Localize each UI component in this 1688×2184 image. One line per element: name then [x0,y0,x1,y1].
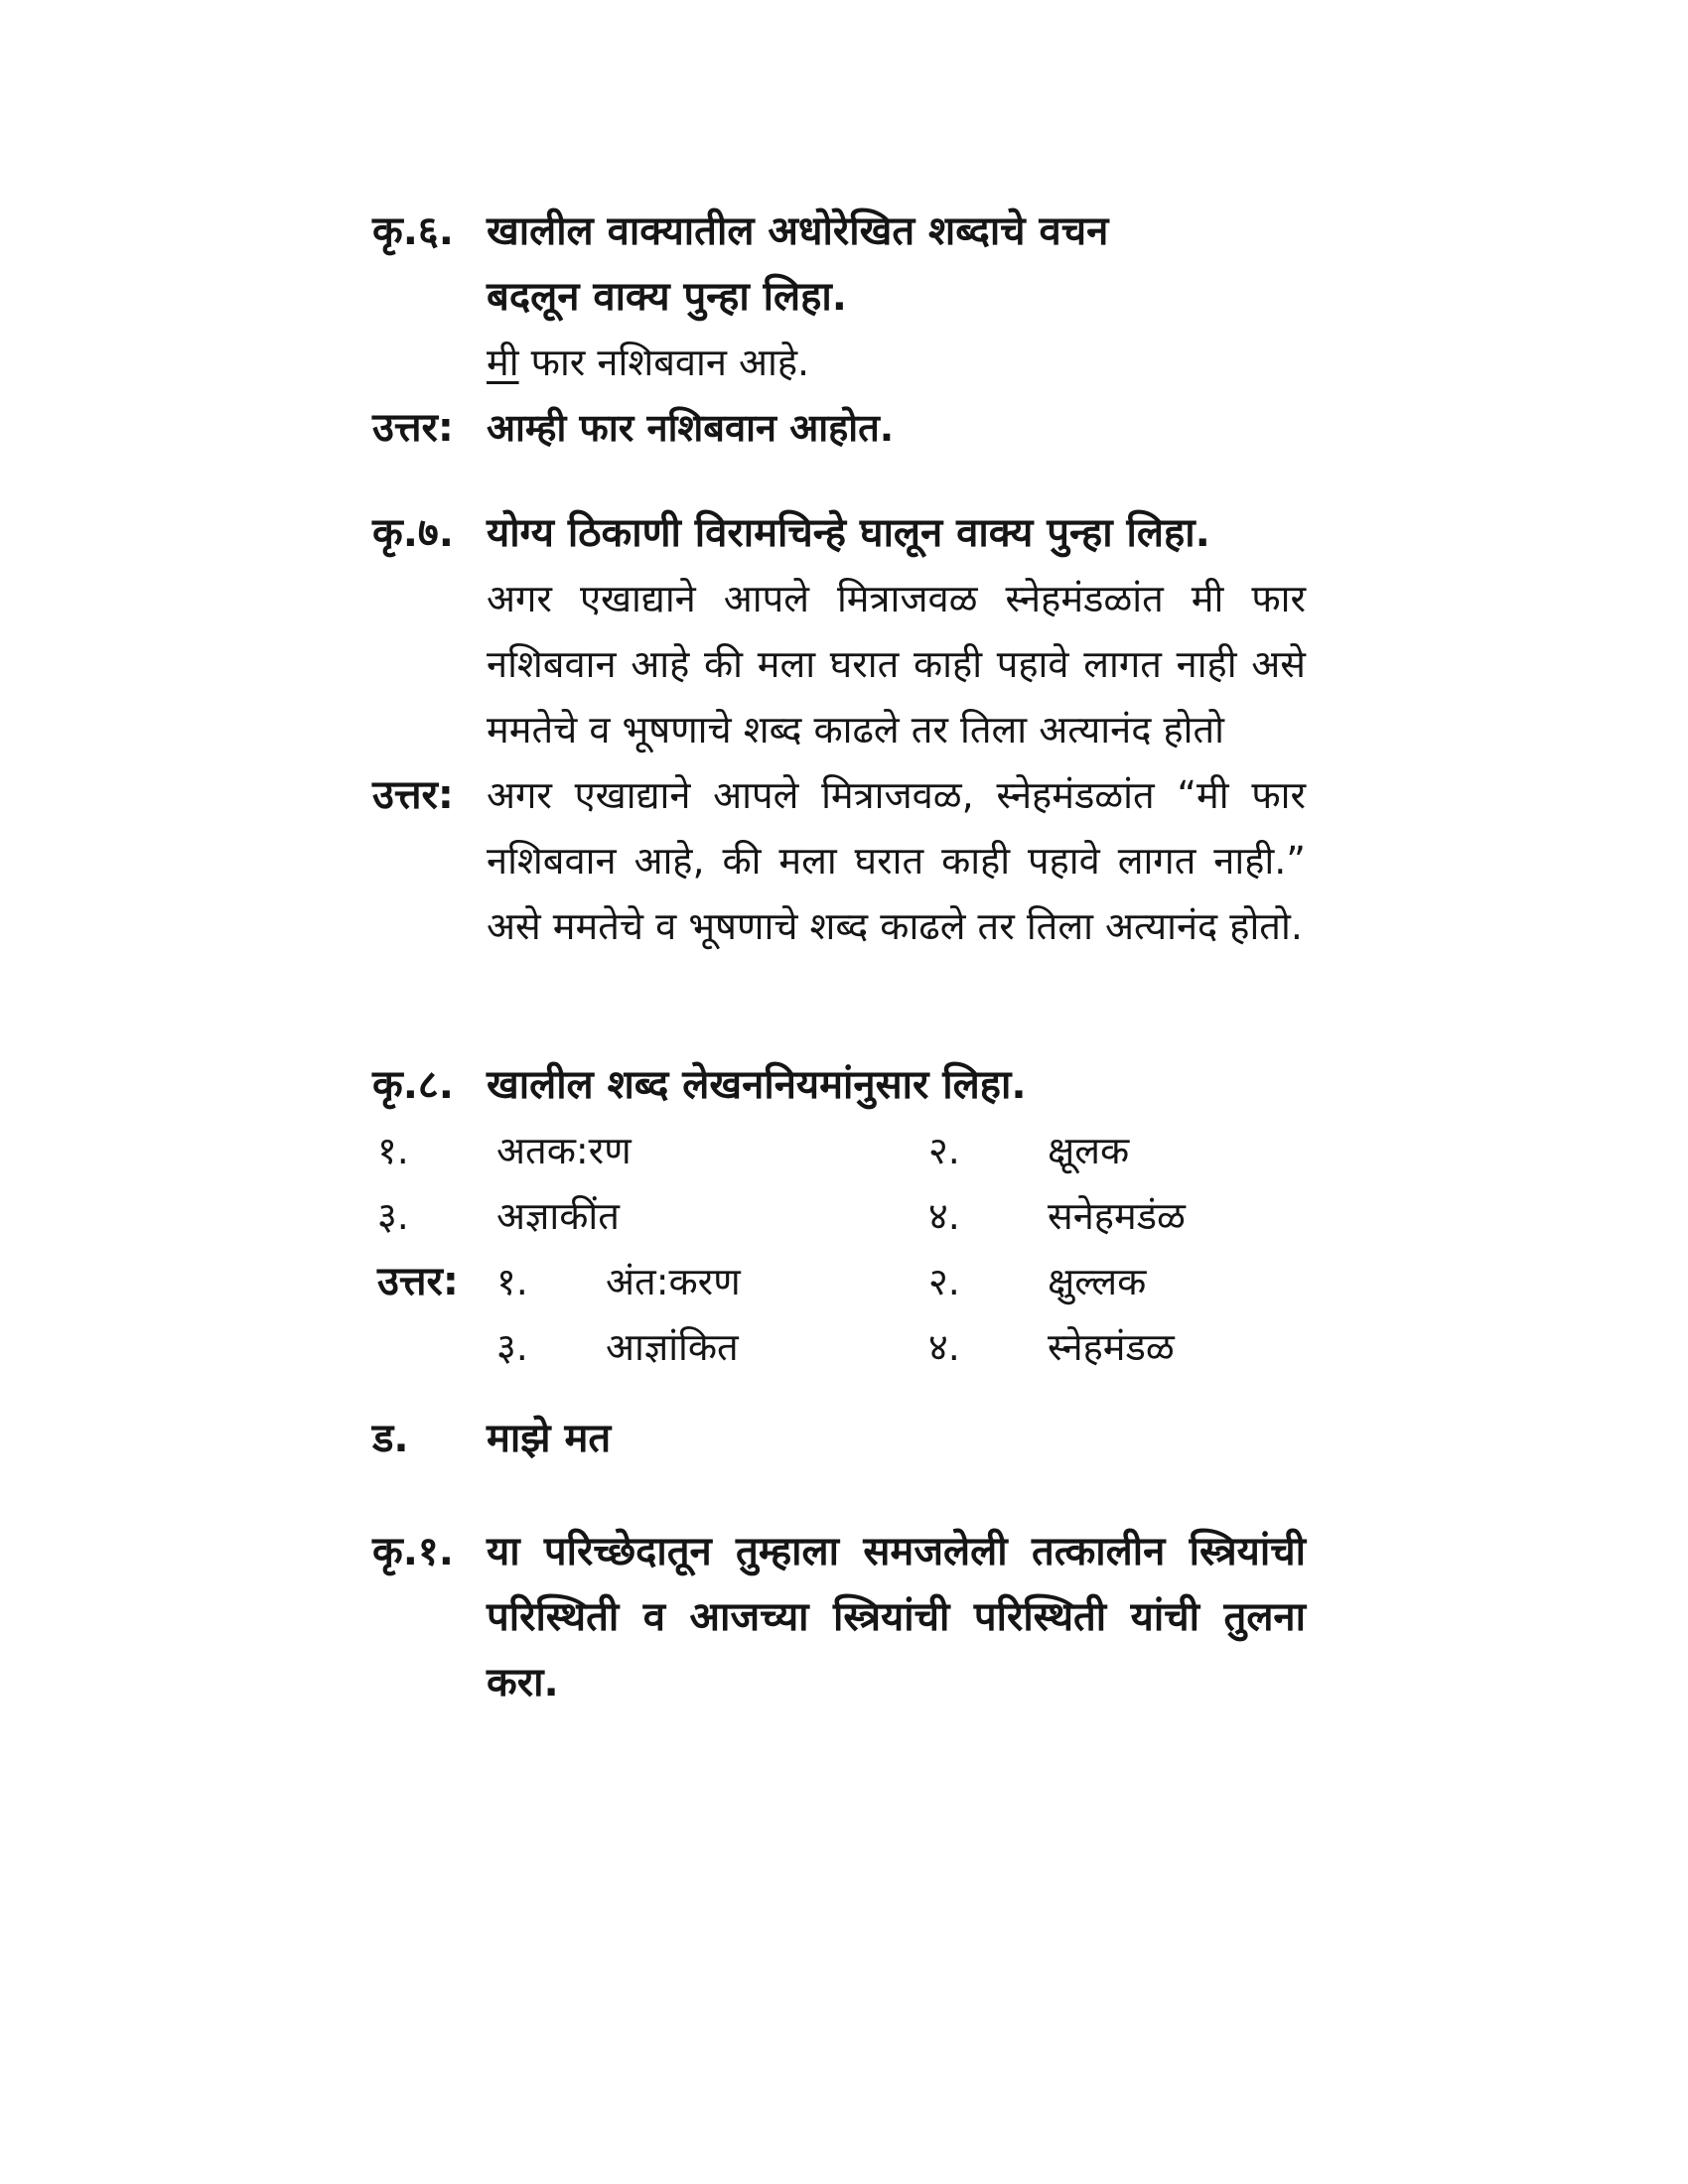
answer-row-1 [372,1249,1306,1314]
section-d [372,1406,1306,1471]
word-item: अज्ञाकींत [496,1194,620,1238]
word-item: क्षूलक [1048,1129,1130,1172]
answer-8-label: उत्तर: [377,1259,459,1304]
question-6-sentence [487,330,1306,395]
question-8-text: खालील शब्द लेखननियमांनुसार लिहा. [487,1062,1027,1108]
item-number: १. [377,1129,409,1172]
item-number: २. [928,1260,960,1303]
question-6-line-2: बदलून वाक्य पुन्हा लिहा. [487,274,847,320]
answer-7 [372,762,1306,959]
answer-6-part-2: आहोत. [789,406,895,450]
question-1-label: कृ.१. [372,1529,454,1574]
question-7-text: योग्य ठिकाणी विरामचिन्हे घालून वाक्य पुन्हा लिहा. [487,510,1210,556]
word-row-2 [372,1183,1306,1249]
word-row-1 [372,1118,1306,1183]
item-number: २. [928,1129,960,1172]
answer-word: क्षुल्लक [1048,1260,1147,1303]
answer-row-2 [372,1314,1306,1380]
item-number: ४. [928,1325,960,1369]
answer-word: अंत:करण [606,1260,741,1303]
item-number: ४. [928,1194,960,1238]
item-number: १. [496,1260,528,1303]
word-item: अतक:रण [496,1129,632,1172]
answer-word: स्नेहमंडळ [1048,1325,1175,1369]
answer-6 [372,395,1306,461]
question-6 [372,199,1306,461]
section-d-label: ड. [372,1416,409,1461]
answer-word: आज्ञांकित [606,1325,739,1369]
underlined-word: मी [487,341,519,384]
question-7-label: कृ.७. [372,510,454,556]
item-number: ३. [377,1194,409,1238]
question-1 [372,1519,1306,1715]
question-6-line-1: खालील वाक्यातील अधोरेखित शब्दाचे वचन [487,208,1109,254]
question-1-text: या परिच्छेदातून तुम्हाला समजलेली तत्कालीन स्त्रियांची परिस्थिती व आजच्या स्त्रियांची परिस्थिती यांची तुलना करा. [487,1529,1306,1706]
item-number: ३. [496,1325,528,1369]
question-7-sentence: अगर एखाद्याने आपले मित्राजवळ स्नेहमंडळांत मी फार नशिबवान आहे की मला घरात काही पहावे लागत नाही असे ममतेचे व भूषणाचे शब्द काढले तर तिला अत्यानंद होतो [487,577,1306,751]
answer-6-part-1: आम्ही फार नशिबवान [487,406,790,450]
question-6-label: कृ.६. [372,208,454,254]
question-6-sentence-rest: फार नशिबवान आहे. [518,341,810,384]
answer-7-text: अगर एखाद्याने आपले मित्राजवळ, स्नेहमंडळांत “मी फार नशिबवान आहे, की मला घरात काही पहावे लागत नाही.” असे ममतेचे व भूषणाचे शब्द काढले तर तिला अत्यानंद होतो. [487,773,1306,948]
answer-7-label: उत्तर: [372,772,454,818]
section-d-title: माझे मत [487,1416,612,1461]
answer-6-text [487,395,1306,461]
word-item: सनेहमडंळ [1048,1194,1186,1238]
question-8 [372,1052,1306,1118]
question-8-label: कृ.८. [372,1062,454,1108]
question-7 [372,500,1306,959]
question-6-text [487,199,1306,330]
answer-6-label: उत्तर: [372,405,454,451]
